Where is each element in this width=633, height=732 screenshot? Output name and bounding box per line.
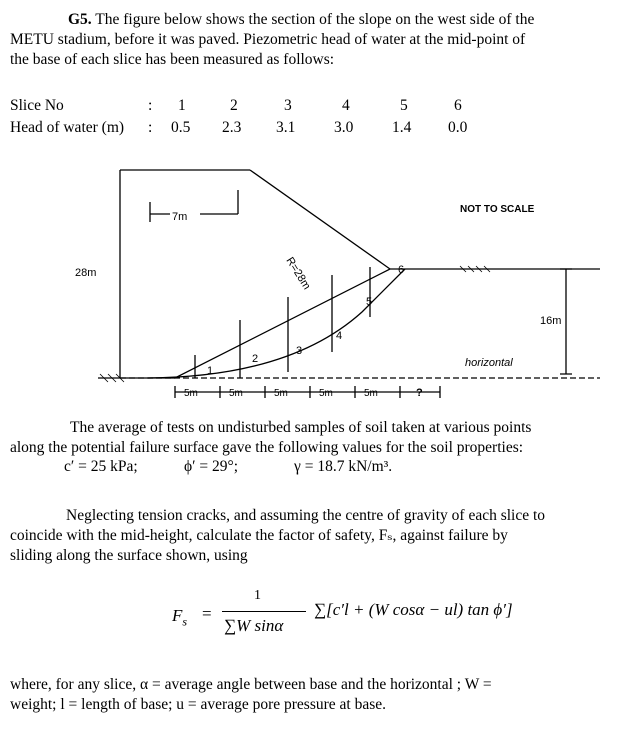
unit-weight-value: γ = 18.7 kN/m³. [294,458,393,475]
where-line-2: weight; l = length of base; u = average pore pressure at base. [10,696,387,713]
head-3: 3.1 [276,119,296,136]
not-to-scale: NOT TO SCALE [460,204,535,215]
width-1: 5m [184,388,198,399]
dim-16m: 16m [540,315,562,327]
slice-label-3: 3 [296,345,303,357]
head-4: 3.0 [334,119,354,136]
intro-line-1: G5. The figure below shows the section of the slope on the west side of the [68,11,535,28]
slope-diagram [60,142,620,404]
slice-5: 5 [400,97,408,114]
where-paragraph [10,675,625,715]
slice-label-4: 4 [336,330,343,342]
properties-line-1: The average of tests on undisturbed samples of soil taken at various points [70,419,532,436]
intro-paragraph [10,10,625,70]
radius-line [250,170,390,269]
factor-of-safety-formula [172,588,572,648]
head-2: 2.3 [222,119,242,136]
fraction-bar [222,611,306,612]
head-label: Head of water (m) [10,119,125,136]
dim-7m: 7m [172,211,188,223]
width-2: 5m [229,388,243,399]
formula-equals: = [202,604,212,623]
radius-label: R=28m [283,255,313,292]
question-id: G5. [68,11,92,28]
instructions-line-3: sliding along the surface shown, using [10,547,248,564]
slice-6: 6 [454,97,462,114]
slice-4: 4 [342,97,350,114]
colon-1: : [148,97,153,114]
where-line-1: where, for any slice, α = average angle between base and the horizontal ; W = [10,676,492,693]
horizontal-label: horizontal [465,357,513,369]
slice-1: 1 [178,97,186,114]
instructions-line-2: coincide with the mid-height, calculate the factor of safety, Fₛ, against failure by [10,527,508,544]
head-6: 0.0 [448,119,468,136]
head-1: 0.5 [171,119,191,136]
instructions-paragraph [10,506,630,566]
friction-value: ϕ′ = 29°; [184,458,239,475]
properties-paragraph [10,418,625,458]
slice-label-5: 5 [366,296,373,308]
slice-2: 2 [230,97,238,114]
slice-no-label: Slice No [10,97,64,114]
formula-numerator: 1 [254,588,261,603]
properties-line-2: along the potential failure surface gave the following values for the soil properties: [10,439,524,456]
slice-3: 3 [284,97,292,114]
width-6: ? [416,387,423,399]
intro-line-2: METU stadium, before it was paved. Piezometric head of water at the mid-point of [10,31,526,48]
slice-label-2: 2 [252,353,259,365]
formula-sum-term: ∑[c′l + (W cosα − ul) tan ϕ′] [314,600,513,619]
cohesion-value: c′ = 25 kPa; [64,458,138,475]
head-5: 1.4 [392,119,412,136]
intro-line-3: the base of each slice has been measured as follows: [10,51,335,68]
slice-label-1: 1 [207,365,214,377]
formula-lhs: $F_s$ [172,606,188,629]
dim-28m: 28m [75,267,97,279]
width-5: 5m [364,388,378,399]
width-4: 5m [319,388,333,399]
instructions-line-1: Neglecting tension cracks, and assuming the centre of gravity of each slice to [66,507,546,524]
formula-denominator: ∑W sinα [224,616,284,635]
colon-2: : [148,119,153,136]
slice-label-6: 6 [398,264,405,276]
sixteen-m-dim [560,269,572,374]
failure-arc [148,269,405,378]
width-3: 5m [274,388,288,399]
